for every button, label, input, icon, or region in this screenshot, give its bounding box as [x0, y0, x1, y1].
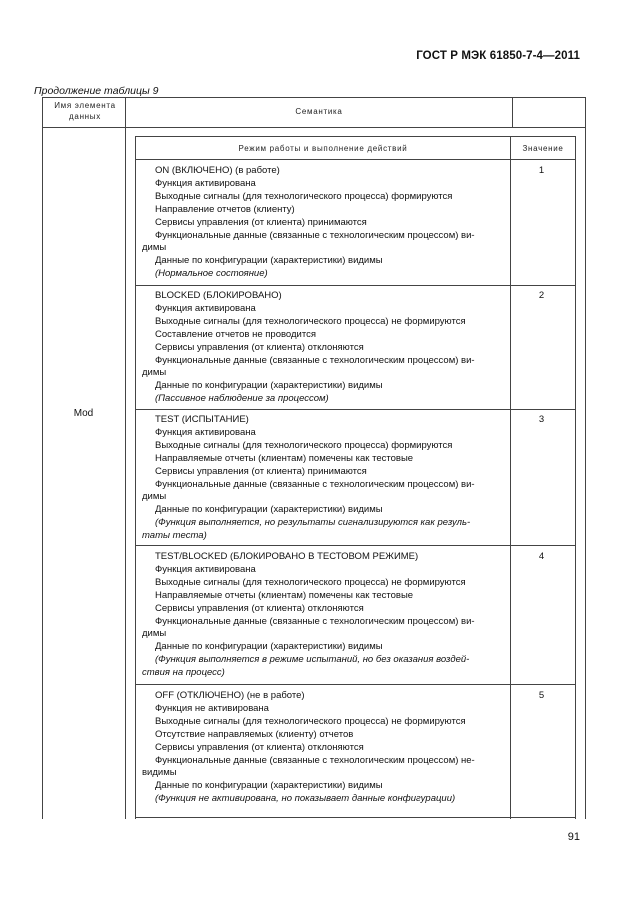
- mode-value-4: 4: [538, 551, 545, 562]
- mode-title: TEST/BLOCKED (БЛОКИРОВАНО В ТЕСТОВОМ РЕЖИМЕ): [155, 551, 419, 562]
- mode-title: TEST (ИСПЫТАНИЕ): [155, 414, 249, 425]
- inner-col-divider: [510, 136, 511, 819]
- row-divider-4: [135, 684, 575, 685]
- col-header-semantics: Семантика: [295, 107, 343, 116]
- row-divider-1: [135, 285, 575, 286]
- table-caption: Продолжение таблицы 9: [34, 85, 159, 97]
- mode-line: Функциональные данные (связанные с технологическим процессом) не-: [155, 754, 475, 766]
- mode-line: Направление отчетов (клиенту): [155, 203, 295, 215]
- mode-line: Данные по конфигурации (характеристики) видимы: [155, 380, 383, 392]
- document-id: ГОСТ Р МЭК 61850-7-4—2011: [416, 50, 580, 62]
- semantika-right-rule: [512, 97, 513, 127]
- mode-line: Отсутствие направляемых (клиенту) отчетов: [155, 728, 354, 740]
- mode-line-continued: димы: [142, 491, 167, 503]
- mode-line: Функция активирована: [155, 302, 256, 314]
- mode-line: Выходные сигналы (для технологического процесса) не формируются: [155, 715, 466, 727]
- mode-note-continued: таты теста): [142, 530, 207, 542]
- outer-left-border: [42, 97, 43, 819]
- mode-title: BLOCKED (БЛОКИРОВАНО): [155, 290, 282, 301]
- outer-right-border: [585, 97, 586, 819]
- mode-note: (Функция выполняется в режиме испытаний, но без оказания воздей-: [155, 654, 470, 666]
- mode-line: Сервисы управления (от клиента) принимаются: [155, 216, 367, 228]
- mode-row-off: [142, 690, 506, 806]
- mode-value-1: 1: [538, 165, 545, 176]
- mode-line: Функциональные данные (связанные с технологическим процессом) ви-: [155, 478, 475, 490]
- col-header-element-name: Имя элемента данных: [54, 101, 116, 121]
- mode-row-on: [142, 165, 506, 281]
- mode-row-test-blocked: [142, 551, 506, 680]
- mode-value-3: 3: [538, 414, 545, 425]
- mode-line: Сервисы управления (от клиента) отклоняются: [155, 341, 364, 353]
- mode-line-continued: видимы: [142, 767, 177, 779]
- inner-header-divider: [135, 159, 575, 160]
- mode-line: Направляемые отчеты (клиентам) помечены как тестовые: [155, 589, 414, 601]
- inner-left-border: [135, 136, 136, 819]
- mode-note-continued: ствия на процесс): [142, 667, 225, 679]
- inner-header-value: Значение: [522, 144, 564, 153]
- inner-header-mode: Режим работы и выполнение действий: [238, 144, 408, 153]
- mode-line: Сервисы управления (от клиента) отклоняются: [155, 741, 364, 753]
- mode-line: Функция не активирована: [155, 702, 269, 714]
- outer-header-divider: [42, 127, 585, 128]
- page-number: 91: [567, 831, 580, 843]
- mode-value-5: 5: [538, 690, 545, 701]
- mode-line: Направляемые отчеты (клиентам) помечены как тестовые: [155, 452, 414, 464]
- mode-line: Сервисы управления (от клиента) отклоняются: [155, 602, 364, 614]
- outer-col-divider: [125, 97, 126, 819]
- mode-line: Выходные сигналы (для технологического процесса) формируются: [155, 190, 453, 202]
- mode-note: (Пассивное наблюдение за процессом): [155, 393, 329, 405]
- mode-line: Выходные сигналы (для технологического процесса) не формируются: [155, 576, 466, 588]
- mode-value-2: 2: [538, 290, 545, 301]
- mode-line: Данные по конфигурации (характеристики) видимы: [155, 641, 383, 653]
- mode-line: Составление отчетов не проводится: [155, 328, 316, 340]
- mode-line: Данные по конфигурации (характеристики) видимы: [155, 255, 383, 267]
- mode-line: Функция активирована: [155, 177, 256, 189]
- mode-title: ON (ВКЛЮЧЕНО) (в работе): [155, 165, 280, 176]
- mode-line: Функциональные данные (связанные с технологическим процессом) ви-: [155, 354, 475, 366]
- mode-line: Функция активирована: [155, 563, 256, 575]
- mode-line: Функция активирована: [155, 426, 256, 438]
- mode-line: Данные по конфигурации (характеристики) видимы: [155, 780, 383, 792]
- row-divider-2: [135, 409, 575, 410]
- row-divider-5: [135, 817, 575, 818]
- mode-note: (Функция не активирована, но показывает данные конфигурации): [155, 793, 456, 805]
- mode-line: Данные по конфигурации (характеристики) видимы: [155, 504, 383, 516]
- mode-line-continued: димы: [142, 628, 167, 640]
- mode-line: Выходные сигналы (для технологического процесса) не формируются: [155, 315, 466, 327]
- row-divider-3: [135, 545, 575, 546]
- mode-note: (Нормальное состояние): [155, 268, 268, 280]
- outer-top-border: [42, 97, 585, 98]
- mode-line: Сервисы управления (от клиента) принимаются: [155, 465, 367, 477]
- mode-note: (Функция выполняется, но результаты сигнализируются как резуль-: [155, 517, 471, 529]
- mode-line-continued: димы: [142, 242, 167, 254]
- inner-top-border: [135, 136, 575, 137]
- mode-row-blocked: [142, 290, 506, 406]
- mode-line: Функциональные данные (связанные с технологическим процессом) ви-: [155, 229, 475, 241]
- mode-title: OFF (ОТКЛЮЧЕНО) (не в работе): [155, 690, 305, 701]
- mode-line-continued: димы: [142, 367, 167, 379]
- mode-line: Функциональные данные (связанные с технологическим процессом) ви-: [155, 615, 475, 627]
- mode-row-test: [142, 414, 506, 543]
- mode-line: Выходные сигналы (для технологического процесса) формируются: [155, 439, 453, 451]
- inner-right-border: [575, 136, 576, 819]
- element-name-cell: Mod: [73, 408, 94, 419]
